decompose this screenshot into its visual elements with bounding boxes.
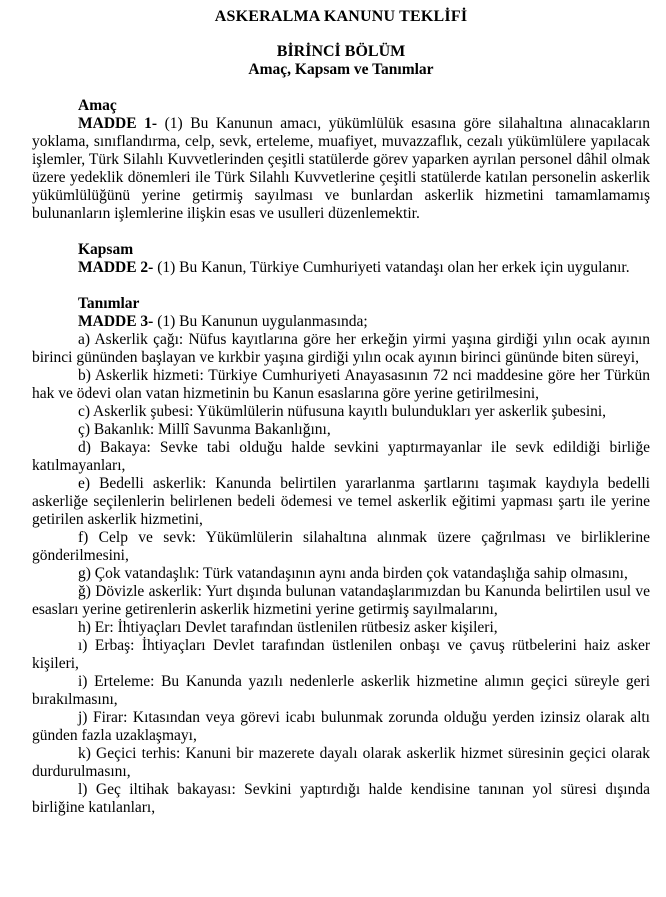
article-text-madde-3: (1) Bu Kanunun uygulanmasında; <box>153 313 368 330</box>
article-madde-1 <box>32 115 650 223</box>
section-heading-amac: Amaç <box>78 97 117 114</box>
article-madde-2 <box>32 259 650 277</box>
definition-item-g: g) Çok vatandaşlık: Türk vatandaşının aynı anda birden çok vatandaşlığa sahip olmasını, <box>78 565 628 582</box>
article-text-madde-1: (1) Bu Kanunun amacı, yükümlülük esasına göre silahaltına alınacakların yoklama, sınıflandırma, celp, sevk, erteleme, muafiyet, muvazzaflık, cezalı yükümlülere yapılacak işlemler, Türk Silahlı Kuvvetlerinden çeşitli statülerde görev yaparken ayrılan personel dâhil olmak üzere yedeklik dönemleri ile Türk Silahlı Kuvvetlerine çeşitli statülerde katılan personelin askerlik yükümlülüğünü yerine getirmiş sayılması ve bunlardan askerlik hizmetini tamamlamamış bulunanların işlemlerine ilişkin esas ve usulleri düzenlemektir. <box>32 115 650 222</box>
article-label-madde-2: MADDE 2- <box>78 259 154 276</box>
definition-item-h: h) Er: İhtiyaçları Devlet tarafından üstlenilen rütbesiz asker kişileri, <box>78 619 498 636</box>
definition-item-e: e) Bedelli askerlik: Kanunda belirtilen yararlanma şartlarını taşımak kaydıyla bedelli askerliğe seçilenlerin belirlenen bedeli ödemesi ve temel askerlik eğitimi yapması şartı ile yerine getirilen askerlik hizmetini, <box>32 475 650 528</box>
article-text-madde-2: (1) Bu Kanun, Türkiye Cumhuriyeti vatandaşı olan her erkek için uygulanır. <box>153 259 630 276</box>
definition-item-l: l) Geç iltihak bakayası: Sevkini yaptırdığı halde kendisine tanınan yol süresi dışında birliğine katılanları, <box>32 781 650 816</box>
definition-item-f: f) Celp ve sevk: Yükümlülerin silahaltına alınmak üzere çağrılması ve birliklerine gönderilmesini, <box>32 529 650 564</box>
article-label-madde-1: MADDE 1- <box>78 115 158 132</box>
definition-item-dotless-i: ı) Erbaş: İhtiyaçları Devlet tarafından üstlenilen onbaşı ve çavuş rütbelerini haiz asker kişileri, <box>32 637 650 672</box>
section-heading-tanimlar: Tanımlar <box>78 295 140 312</box>
definition-item-g-breve: ğ) Dövizle askerlik: Yurt dışında bulunan vatandaşlarımızdan bu Kanunda belirtilen usul ve esasları yerine getirenlerin askerlik hizmetini yerine getirmiş sayılmalarını, <box>32 583 650 618</box>
definition-item-k: k) Geçici terhis: Kanuni bir mazerete dayalı olarak askerlik hizmet süresinin geçici olarak durdurulmasını, <box>32 745 650 780</box>
definition-item-c: c) Askerlik şubesi: Yükümlülerin nüfusuna kayıtlı bulundukları yer askerlik şubesini, <box>78 403 607 420</box>
article-label-madde-3: MADDE 3- <box>78 313 154 330</box>
chapter-block <box>32 43 650 79</box>
section-kapsam <box>32 241 650 277</box>
article-madde-3 <box>32 313 650 331</box>
definition-item-a: a) Askerlik çağı: Nüfus kayıtlarına göre her erkeğin yirmi yaşına girdiği yılın ocak ayının birinci gününden başlayan ve kırkbir yaşına girdiği yılın ocak ayının birinci gününde biten süreyi, <box>32 331 650 366</box>
definition-item-d: d) Bakaya: Sevke tabi olduğu halde sevkini yaptırmayanlar ile sevk edildiği birliğe katılmayanları, <box>32 439 650 474</box>
definition-item-c-cedilla: ç) Bakanlık: Millî Savunma Bakanlığını, <box>78 421 331 438</box>
definition-item-i: i) Erteleme: Bu Kanunda yazılı nedenlerle askerlik hizmetine alımın geçici süreyle geri bırakılmasını, <box>32 673 650 708</box>
definition-item-j: j) Firar: Kıtasından veya görevi icabı bulunmak zorunda olduğu yerden izinsiz olarak altı günden fazla uzaklaşmayı, <box>32 709 650 744</box>
section-heading-kapsam: Kapsam <box>78 241 134 258</box>
section-tanimlar <box>32 295 650 817</box>
section-amac <box>32 97 650 223</box>
chapter-subheading: Amaç, Kapsam ve Tanımlar <box>248 61 434 78</box>
document-title: ASKERALMA KANUNU TEKLİFİ <box>214 8 468 25</box>
definition-item-b: b) Askerlik hizmeti: Türkiye Cumhuriyeti Anayasasının 72 nci maddesine göre her Türkün hak ve ödevi olan vatan hizmetinin bu Kanun esaslarına göre yerine getirilmesini, <box>32 367 650 402</box>
chapter-heading: BİRİNCİ BÖLÜM <box>276 43 406 60</box>
